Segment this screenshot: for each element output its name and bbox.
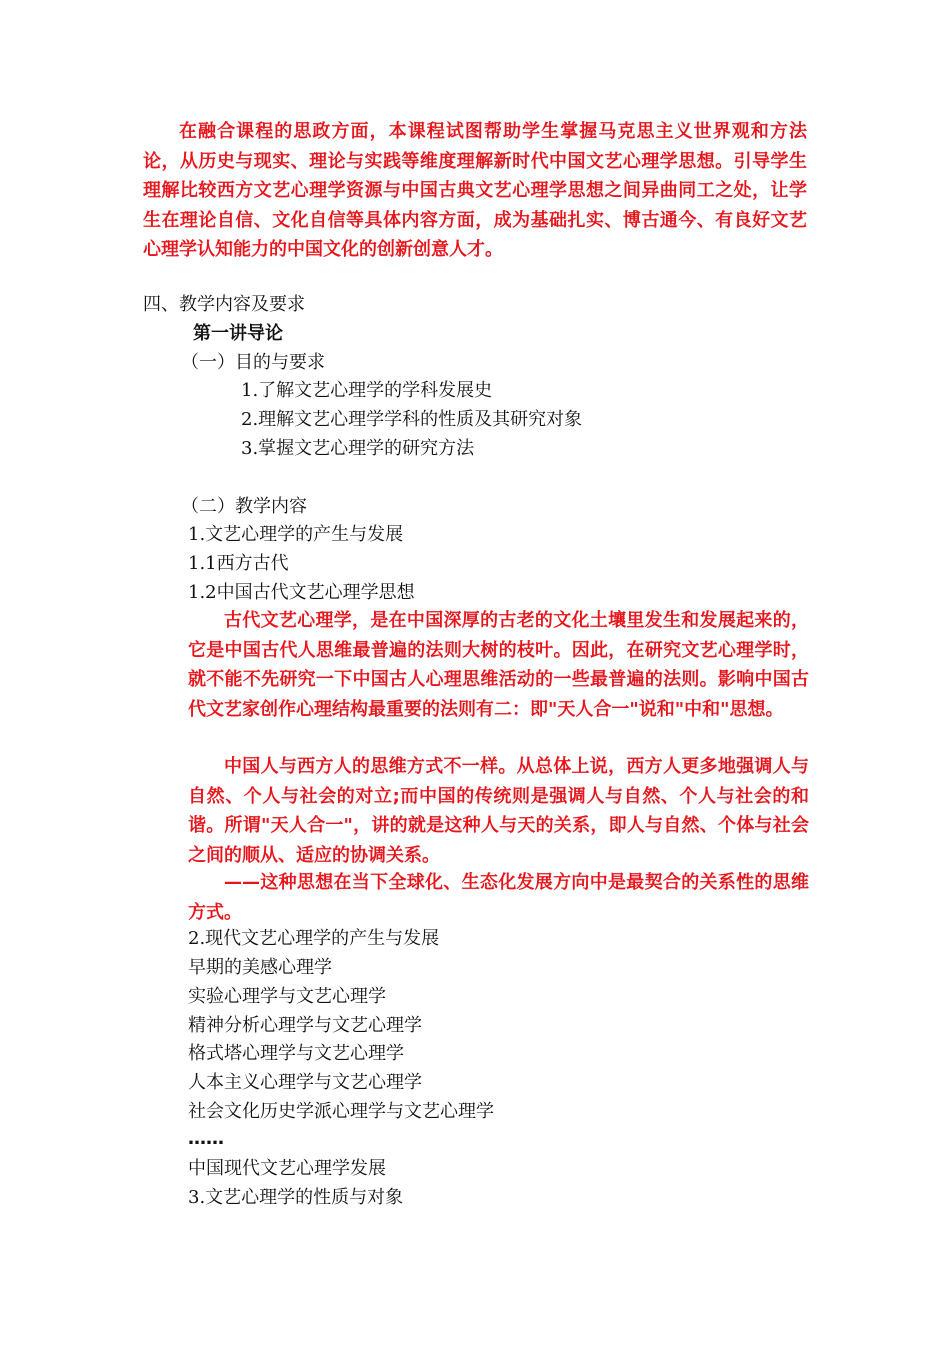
content-item: 3.文艺心理学的性质与对象 bbox=[188, 1187, 404, 1208]
list-item: 格式塔心理学与文艺心理学 bbox=[188, 1043, 404, 1064]
list-item: 社会文化历史学派心理学与文艺心理学 bbox=[188, 1101, 494, 1122]
red-paragraph: ——这种思想在当下全球化、生态化发展方向中是最契合的关系性的思维方式。 bbox=[188, 872, 809, 923]
red-paragraph: 古代文艺心理学，是在中国深厚的古老的文化土壤里发生和发展起来的，它是中国古代人思维最普遍的法则大树的枝叶。因此，在研究文艺心理学时，就不能不先研究一下中国古人心理思维活动的一些最普遍的法则。影响中国古代文艺家创作心理结构最重要的法则有二：即"天人合一"说和"中和"思想。 bbox=[188, 610, 809, 720]
content-item: 1.1西方古代 bbox=[188, 553, 289, 574]
lecture-title: 第一讲导论 bbox=[193, 323, 283, 344]
section-title: 四、教学内容及要求 bbox=[143, 294, 305, 315]
list-item: 实验心理学与文艺心理学 bbox=[188, 986, 386, 1007]
goal-item: 3.掌握文艺心理学的研究方法 bbox=[241, 438, 475, 459]
list-item: 中国现代文艺心理学发展 bbox=[188, 1158, 386, 1179]
list-item: 精神分析心理学与文艺心理学 bbox=[188, 1015, 422, 1036]
content-title: （二）教学内容 bbox=[181, 496, 307, 517]
goal-item: 1.了解文艺心理学的学科发展史 bbox=[241, 380, 493, 401]
ellipsis: …… bbox=[188, 1128, 224, 1149]
content-item: 2.现代文艺心理学的产生与发展 bbox=[188, 928, 440, 949]
list-item: 早期的美感心理学 bbox=[188, 957, 332, 978]
goals-title: （一）目的与要求 bbox=[181, 352, 325, 373]
goal-item: 2.理解文艺心理学学科的性质及其研究对象 bbox=[241, 409, 583, 430]
content-item: 1.文艺心理学的产生与发展 bbox=[188, 524, 404, 545]
content-item: 1.2中国古代文艺心理学思想 bbox=[188, 582, 415, 603]
intro-paragraph: 在融合课程的思政方面，本课程试图帮助学生掌握马克思主义世界观和方法论，从历史与现实、理论与实践等维度理解新时代中国文艺心理学思想。引导学生理解比较西方文艺心理学资源与中国古典文艺心理学思想之间异曲同工之处，让学生在理论自信、文化自信等具体内容方面，成为基础扎实、博古通今、有良好文艺心理学认知能力的中国文化的创新创意人才。 bbox=[143, 121, 807, 260]
list-item: 人本主义心理学与文艺心理学 bbox=[188, 1072, 422, 1093]
red-paragraph: 中国人与西方人的思维方式不一样。从总体上说，西方人更多地强调人与自然、个人与社会的对立;而中国的传统则是强调人与自然、个人与社会的和谐。所谓"天人合一"，讲的就是这种人与天的关系，即人与自然、个体与社会之间的顺从、适应的协调关系。 bbox=[188, 756, 809, 866]
